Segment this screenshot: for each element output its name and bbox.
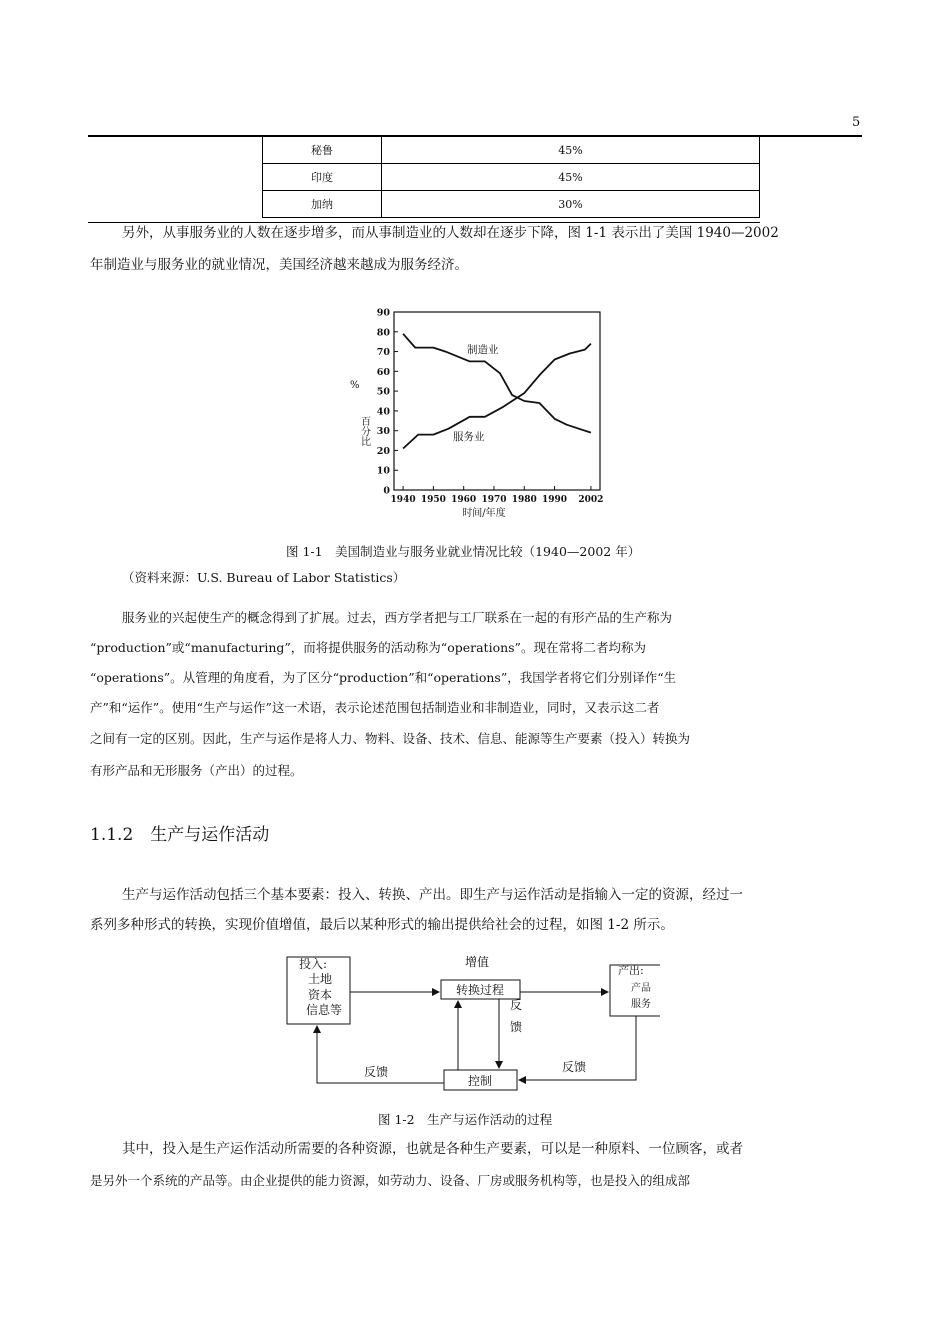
series-line-services [403,344,591,449]
x-tick-label: 1950 [420,495,446,505]
table-cell-value: 45% [382,164,760,191]
y-axis-unit: % [350,380,360,391]
para3-line-2: 系列多种形式的转换，实现价值增值，最后以某种形式的输出提供给社会的过程，如图 1-2 所示。 [90,917,674,933]
para4-line-2: 是另外一个系统的产品等。由企业提供的能力资源，如劳动力、设备、厂房或服务机构等，也是投入的组成部 [90,1173,691,1188]
table-cell-value: 45% [382,137,760,164]
x-tick-label: 2002 [578,495,604,505]
intro-line-1: 另外，从事服务业的人数在逐步增多，而从事制造业的人数却在逐步下降，图 1-1 表示出了美国 1940—2002 [122,225,779,241]
table-fragment [262,137,760,218]
y-tick-label: 80 [376,327,390,339]
para2-line-3: “operations”。从管理的角度看，为了区分“production”和“operations”，我国学者将它们分别译作“生 [90,670,677,685]
feedback-vertical-char: 反 [510,998,523,1012]
series-label-manufacturing: 制造业 [467,344,499,356]
output-item: 服务 [631,999,651,1010]
input-title: 投入: [299,957,328,971]
output-item: 产品 [631,983,651,994]
process-diagram [280,950,660,1100]
x-tick-label: 1960 [451,495,477,505]
x-tick-label: 1980 [511,495,537,505]
value-added-label: 增值 [465,955,490,969]
y-tick-label: 10 [376,465,390,477]
y-tick-label: 20 [376,445,390,457]
para4-line-1: 其中，投入是生产运作活动所需要的各种资源，也就是各种生产要素，可以是一种原料、一位顾客，或者 [122,1141,743,1157]
x-axis-ticks [391,486,604,505]
y-tick-label: 70 [376,347,390,359]
section-heading: 1.1.2 生产与运作活动 [90,825,270,845]
x-tick-label: 1940 [390,495,416,505]
table-cell-country: 加纳 [263,191,382,218]
y-tick-label: 30 [376,426,390,438]
table-row [263,137,760,164]
series-label-services: 服务业 [453,431,485,443]
para2-line-2: “production”或“manufacturing”，而将提供服务的活动称为“operations”。现在常将二者均称为 [90,640,646,655]
y-tick-label: 40 [376,406,390,418]
transform-label: 转换过程 [455,983,505,997]
table-row [263,164,760,191]
input-item: 土地 [307,972,333,986]
employment-line-chart [340,298,610,523]
table-cell-value: 30% [382,191,760,218]
figure-1-source: （资料来源：U.S. Bureau of Labor Statistics） [122,570,406,585]
plot-frame [394,312,600,490]
page-number: 5 [852,115,861,130]
y-tick-label: 90 [376,307,390,319]
control-label: 控制 [467,1074,493,1088]
feedback-right-label: 反馈 [562,1060,587,1074]
y-axis-ticks [377,308,398,497]
feedback-vertical-char: 馈 [510,1020,523,1034]
table-cell-country: 秘鲁 [263,137,382,164]
para2-line-5: 之间有一定的区别。因此，生产与运作是将人力、物料、设备、技术、信息、能源等生产要素（投入）转换为 [90,731,691,746]
para2-line-4: 产”和“运作”。使用“生产与运作”这一术语，表示论述范围包括制造业和非制造业，同时，又表示这二者 [90,700,660,715]
x-axis-label: 时间/年度 [462,508,506,519]
y-tick-label: 0 [383,485,390,497]
y-tick-label: 50 [376,386,390,398]
table-cell-country: 印度 [263,164,382,191]
y-tick-label: 60 [376,366,390,378]
x-tick-label: 1990 [542,495,568,505]
input-item: 资本 [307,988,333,1002]
input-item: 信息等 [305,1003,343,1017]
para2-line-1: 服务业的兴起使生产的概念得到了扩展。过去，西方学者把与工厂联系在一起的有形产品的生产称为 [122,610,673,625]
output-title: 产出: [618,964,644,977]
chart-axes [394,312,600,490]
figure-1-caption: 图 1-1 美国制造业与服务业就业情况比较（1940—2002 年） [286,544,641,559]
x-tick-label: 1970 [481,495,507,505]
figure-2-caption: 图 1-2 生产与运作活动的过程 [378,1112,553,1127]
para3-line-1: 生产与运作活动包括三个基本要素：投入、转换、产出。即生产与运作活动是指输入一定的资源，经过一 [122,887,743,903]
feedback-left-label: 反馈 [364,1065,389,1079]
intro-line-2: 年制造业与服务业的就业情况，美国经济越来越成为服务经济。 [90,257,468,273]
para2-line-6: 有形产品和无形服务（产出）的过程。 [90,763,303,778]
table-row [263,191,760,218]
y-axis-label: 百分比 [358,416,370,446]
